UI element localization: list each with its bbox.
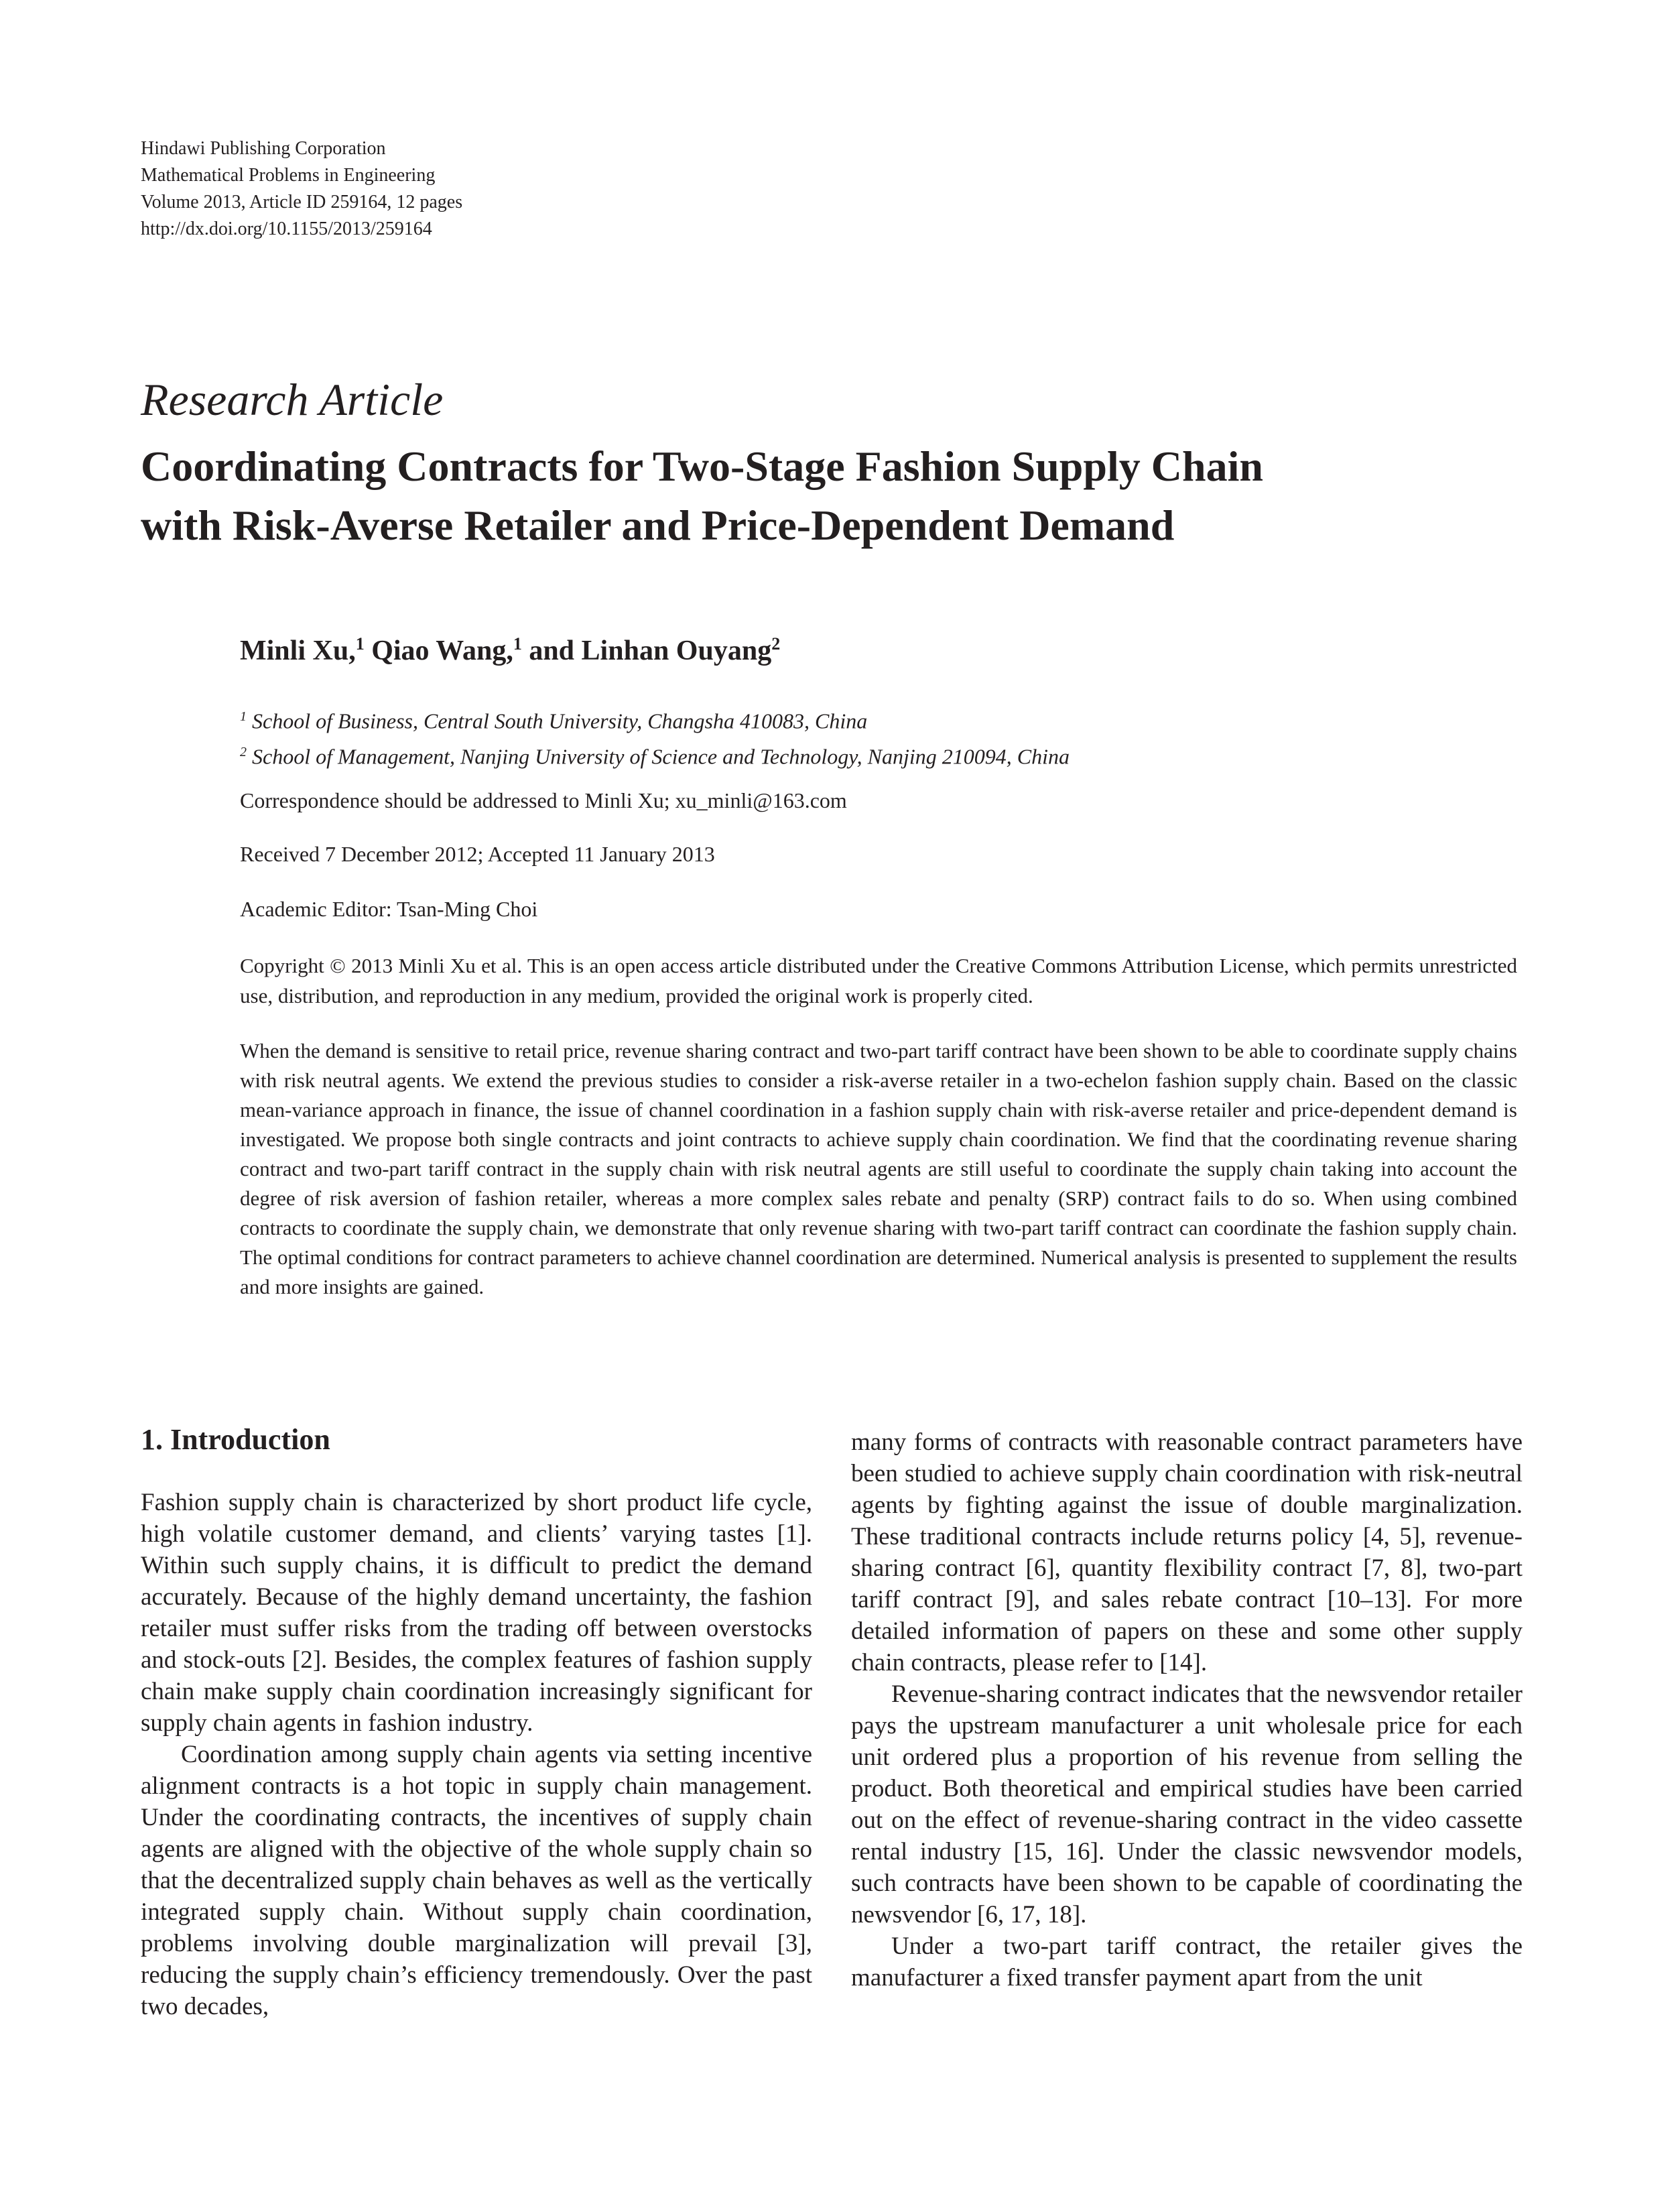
affiliation-number: 1 (240, 709, 247, 724)
abstract: When the demand is sensitive to retail price, revenue sharing contract and two-part tariff contract have been shown to be able to coordinate supply chains with risk neutral agents. We extend the previous studies to consider a risk-averse retailer in a two-echelon fashion supply chain. Based on the classic mean-variance approach in finance, the issue of channel coordination in a fashion supply chain with risk-averse retailer and price-dependent demand is investigated. We propose both single contracts and joint contracts to achieve supply chain coordination. We find that the coordinating revenue sharing contract and two-part tariff contract in the supply chain with risk neutral agents are still useful to coordinate the supply chain taking into account the degree of risk aversion of fashion retailer, whereas a more complex sales rebate and penalty (SRP) contract fails to do so. When using combined contracts to coordinate the supply chain, we demonstrate that only revenue sharing with two-part tariff contract can coordinate the fashion supply chain. The optimal conditions for contract parameters to achieve channel coordination are determined. Numerical analysis is presented to supplement the results and more insights are gained. (240, 1039, 1517, 1298)
journal-name: Mathematical Problems in Engineering (141, 165, 436, 186)
affiliation-1 (240, 701, 1070, 737)
correspondence: Correspondence should be addressed to Minli Xu; xu_minli@163.com (240, 788, 847, 812)
author-affiliation-mark: 2 (771, 634, 781, 654)
received-dates: Received 7 December 2012; Accepted 11 January 2013 (240, 842, 715, 866)
volume-info: Volume 2013, Article ID 259164, 12 pages (141, 192, 463, 212)
author-name: Minli Xu, (240, 635, 356, 666)
body-paragraph: Coordination among supply chain agents via setting incentive alignment contracts is a hot topic in supply chain management. Under the coordinating contracts, the incentives of supply chain agents are aligned with the objective of the whole supply chain so that the decentralized supply chain behaves as well as the vertically integrated supply chain. Without supply chain coordination, problems involving double marginalization will prevail [3], reducing the supply chain’s efficiency tremendously. Over the past two decades, (141, 1741, 812, 2020)
body-column-left (141, 1422, 812, 2022)
body-paragraph: many forms of contracts with reasonable contract parameters have been studied to achieve supply chain coordination with risk-neutral agents by fighting against the issue of double marginalization. These traditional contracts include returns policy [4, 5], revenue-sharing contract [6], quantity flexibility contract [7, 8], two-part tariff contract [9], and sales rebate contract [10–13]. For more detailed information of papers on these and some other supply chain contracts, please refer to [14]. (851, 1428, 1523, 1676)
article-type: Research Article (141, 374, 444, 425)
affiliation-number: 2 (240, 744, 247, 759)
affiliation-2 (240, 737, 1070, 772)
affiliations (240, 701, 1070, 772)
author-affiliation-mark: 1 (513, 634, 522, 654)
body-paragraph: Fashion supply chain is characterized by short product life cycle, high volatile customer demand, and clients’ varying tastes [1]. Within such supply chains, it is difficult to predict the demand accurately. Because of the highly demand uncertainty, the fashion retailer must suffer risks from the trading off between overstocks and stock-outs [2]. Besides, the complex features of fashion supply chain make supply chain coordination increasingly significant for supply chain agents in fashion industry. (141, 1489, 812, 1737)
academic-editor: Academic Editor: Tsan-Ming Choi (240, 897, 538, 921)
journal-header (141, 135, 462, 243)
copyright-notice: Copyright © 2013 Minli Xu et al. This is an open access article distributed under the Creative Commons Attribution License, which permits unrestricted use, distribution, and reproduction in any medium, provided the original work is properly cited. (240, 954, 1517, 1007)
section-heading-introduction: 1. Introduction (141, 1423, 330, 1456)
doi-link[interactable]: http://dx.doi.org/10.1155/2013/259164 (141, 219, 432, 239)
paper-title (141, 437, 1263, 555)
title-line-2: with Risk-Averse Retailer and Price-Dependent Demand (141, 501, 1175, 549)
publisher-name: Hindawi Publishing Corporation (141, 138, 386, 159)
author-affiliation-mark: 1 (355, 634, 365, 654)
body-paragraph: Revenue-sharing contract indicates that the newsvendor retailer pays the upstream manufacturer a unit wholesale price for each unit ordered plus a proportion of his revenue from selling the product. Both theoretical and empirical studies have been carried out on the effect of revenue-sharing contract in the video cassette rental industry [15, 16]. Under the classic newsvendor models, such contracts have been shown to be capable of coordinating the newsvendor [6, 17, 18]. (851, 1680, 1523, 1928)
body-column-right (851, 1426, 1523, 1993)
body-paragraph: Under a two-part tariff contract, the retailer gives the manufacturer a fixed transfer payment apart from the unit (851, 1932, 1523, 1991)
affiliation-text: School of Business, Central South University, Changsha 410083, China (252, 709, 868, 733)
title-line-1: Coordinating Contracts for Two-Stage Fashion Supply Chain (141, 442, 1263, 490)
author-name: Qiao Wang, (371, 635, 513, 666)
author-name: and Linhan Ouyang (529, 635, 772, 666)
affiliation-text: School of Management, Nanjing University of Science and Technology, Nanjing 210094, China (252, 744, 1070, 769)
author-list (240, 634, 780, 667)
